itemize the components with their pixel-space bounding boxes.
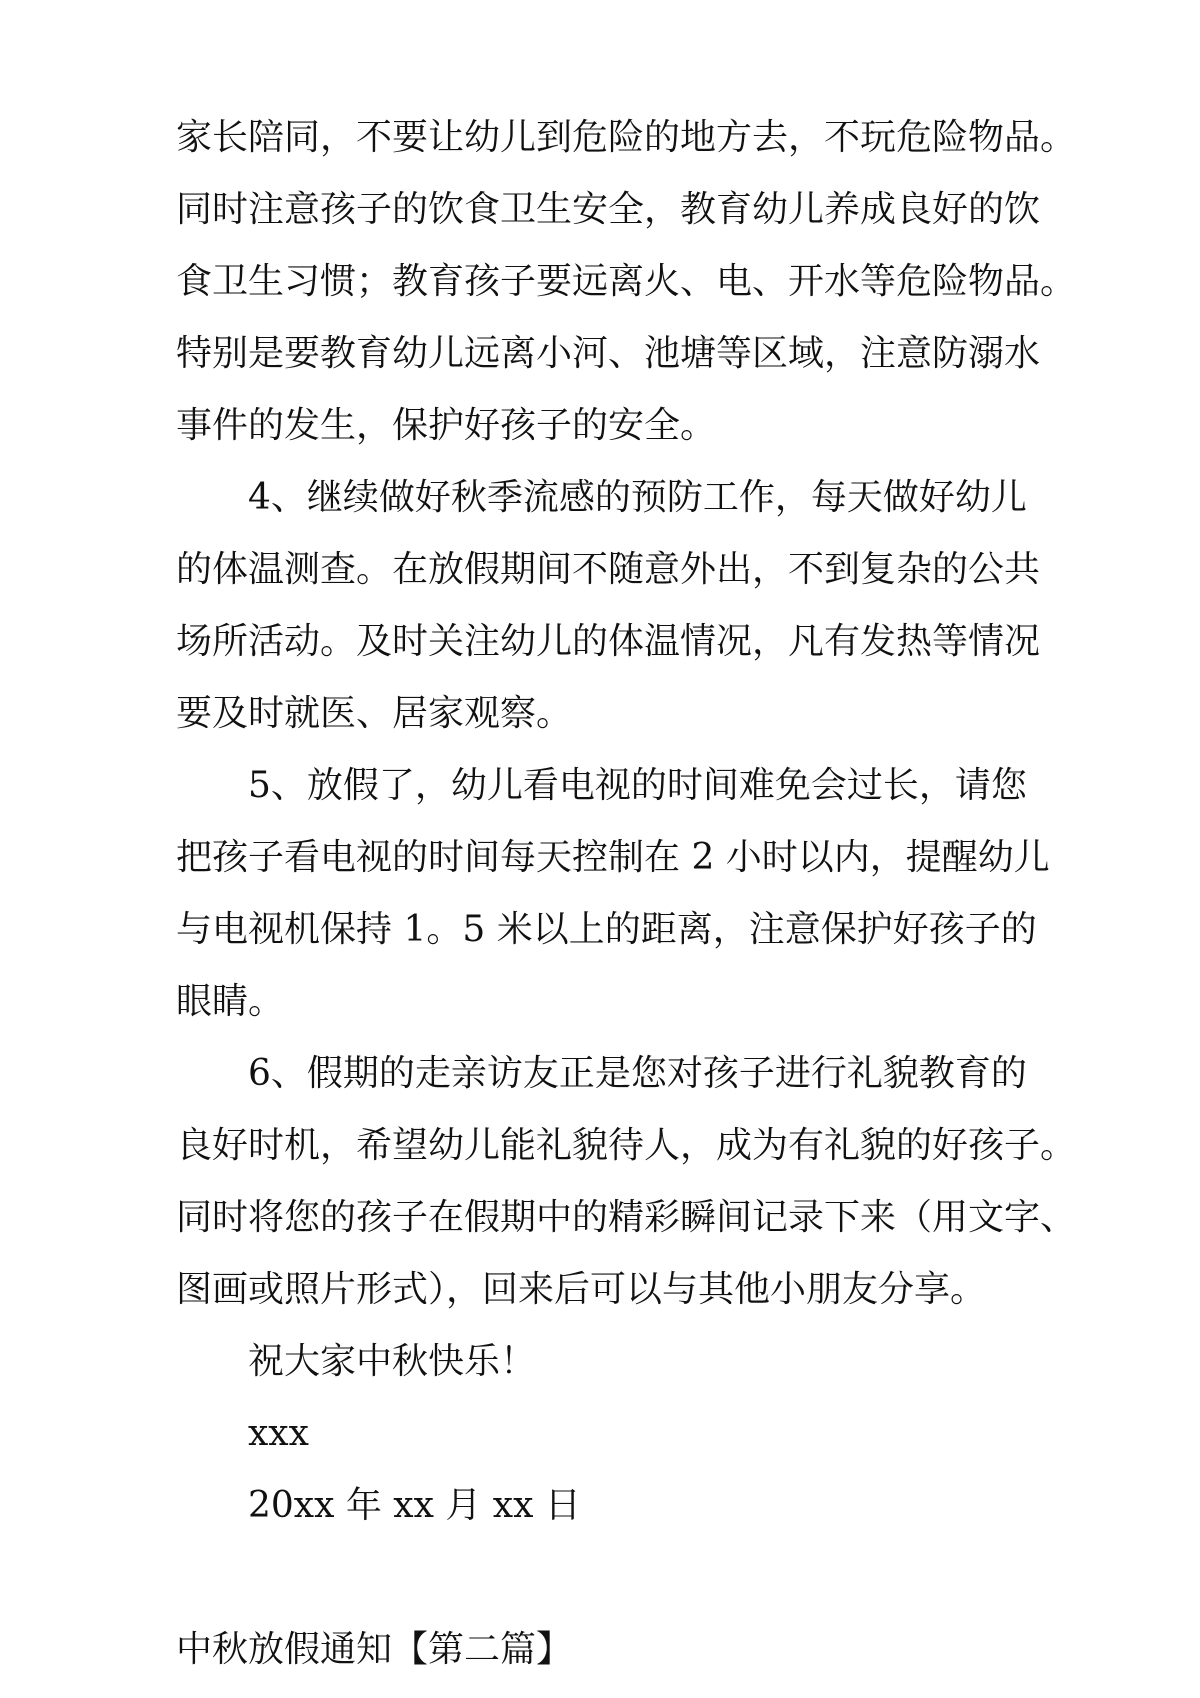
paragraph-line: 的体温测查。在放假期间不随意外出，不到复杂的公共: [176, 549, 1041, 590]
paragraph-line: 特别是要教育幼儿远离小河、池塘等区域，注意防溺水: [176, 333, 1041, 374]
paragraph-line-item-4: 4、继续做好秋季流感的预防工作，每天做好幼儿: [248, 477, 1027, 518]
section-title: 中秋放假通知【第二篇】: [176, 1629, 573, 1670]
closing-greeting: 祝大家中秋快乐！: [248, 1341, 537, 1382]
signature: xxx: [248, 1413, 309, 1454]
paragraph-line-item-6: 6、假期的走亲访友正是您对孩子进行礼貌教育的: [248, 1053, 1027, 1094]
paragraph-line: 良好时机，希望幼儿能礼貌待人，成为有礼貌的好孩子。: [176, 1125, 1077, 1166]
date-line: 20xx 年 xx 月 xx 日: [248, 1485, 581, 1526]
paragraph-line: 食卫生习惯；教育孩子要远离火、电、开水等危险物品。: [176, 261, 1077, 302]
paragraph-line: 同时注意孩子的饮食卫生安全，教育幼儿养成良好的饮: [176, 189, 1041, 230]
paragraph-line: 家长陪同，不要让幼儿到危险的地方去，不玩危险物品。: [176, 117, 1077, 158]
paragraph-line: 眼睛。: [176, 981, 285, 1022]
paragraph-line: 同时将您的孩子在假期中的精彩瞬间记录下来（用文字、: [176, 1197, 1077, 1238]
paragraph-line: 把孩子看电视的时间每天控制在 2 小时以内，提醒幼儿: [176, 837, 1050, 878]
paragraph-line: 图画或照片形式），回来后可以与其他小朋友分享。: [176, 1269, 987, 1310]
paragraph-line-item-5: 5、放假了，幼儿看电视的时间难免会过长，请您: [248, 765, 1027, 806]
paragraph-line: 与电视机保持 1。5 米以上的距离，注意保护好孩子的: [176, 909, 1037, 950]
paragraph-line: 事件的发生，保护好孩子的安全。: [176, 405, 717, 446]
paragraph-line: 场所活动。及时关注幼儿的体温情况，凡有发热等情况: [176, 621, 1041, 662]
paragraph-line: 要及时就医、居家观察。: [176, 693, 573, 734]
